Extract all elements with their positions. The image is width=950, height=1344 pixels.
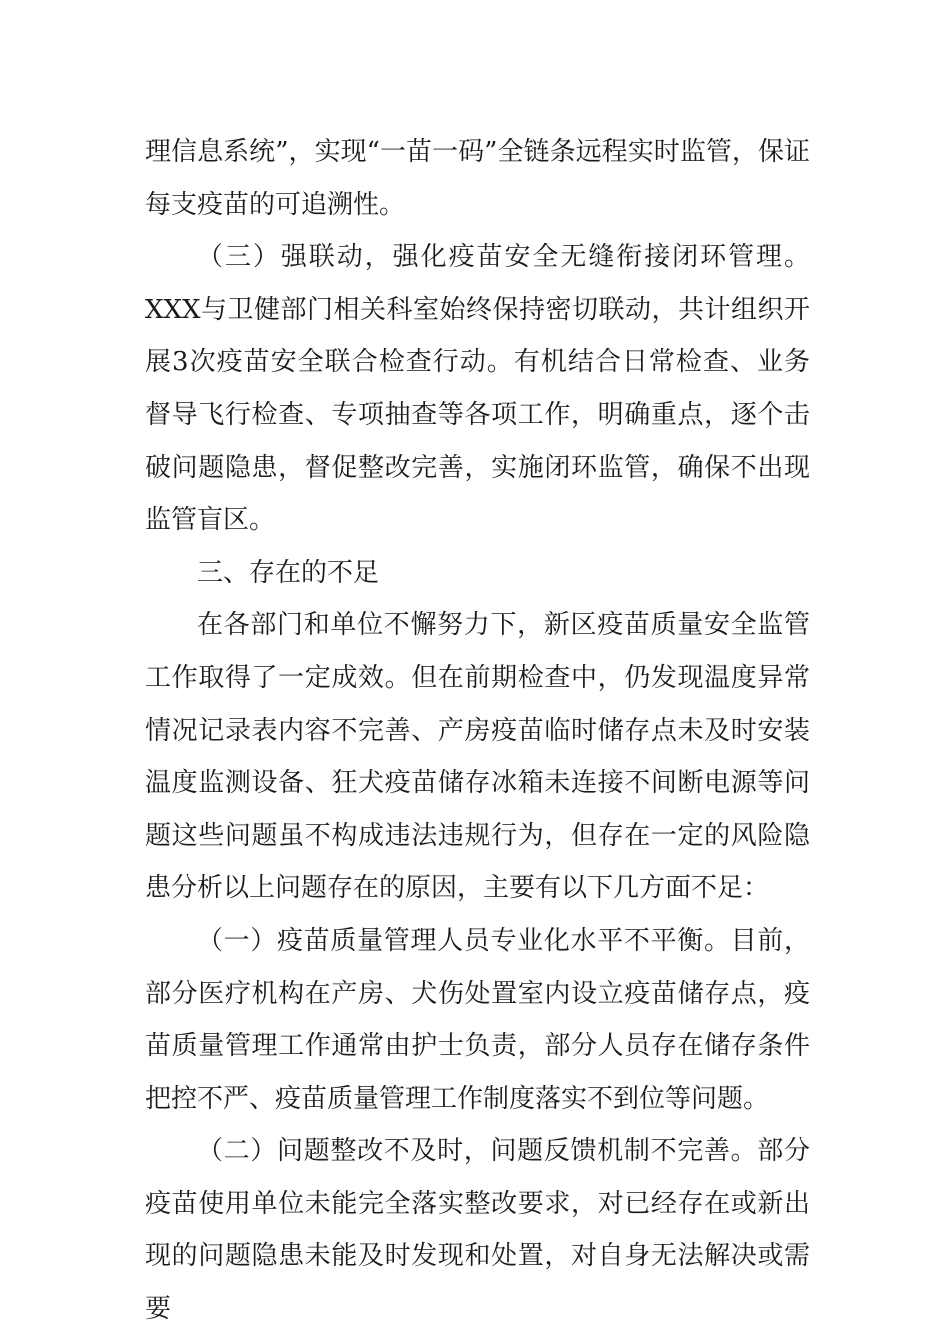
paragraph-shortcomings-overview: 在各部门和单位不懈努力下，新区疫苗质量安全监管工作取得了一定成效。但在前期检查中，仍发现温度异常情况记录表内容不完善、产房疫苗临时储存点未及时安装温度监测设备、狂犬疫苗储存冰箱未连接不间断电源等问题这些问题虽不构成违法违规行为，但存在一定的风险隐患分析以上问题存在的原因，主要有以下几方面不足： xyxy=(145,610,810,904)
paragraph-section-three-linkage: （三）强联动，强化疫苗安全无缝衔接闭环管理。XXX与卫健部门相关科室始终保持密切联动，共计组织开展3次疫苗安全联合检查行动。有机结合日常检查、业务督导飞行检查、专项抽查等各项工作，明确重点，逐个击破问题隐患，督促整改完善，实施闭环监管，确保不出现监管盲区。 xyxy=(145,242,810,536)
paragraph-continuation: 理信息系统”，实现“一苗一码”全链条远程实时监管，保证每支疫苗的可追溯性。 xyxy=(145,137,810,220)
paragraph-point-one: （一）疫苗质量管理人员专业化水平不平衡。目前，部分医疗机构在产房、犬伤处置室内设立疫苗储存点，疫苗质量管理工作通常由护士负责，部分人员存在储存条件把控不严、疫苗质量管理工作制度落实不到位等问题。 xyxy=(145,925,810,1114)
paragraph-point-two: （二）问题整改不及时，问题反馈机制不完善。部分疫苗使用单位未能完全落实整改要求，对已经存在或新出现的问题隐患未能及时发现和处置，对自身无法解决或需要 xyxy=(145,1136,810,1325)
section-heading-shortcomings: 三、存在的不足 xyxy=(197,557,380,588)
document-body xyxy=(145,126,810,1336)
